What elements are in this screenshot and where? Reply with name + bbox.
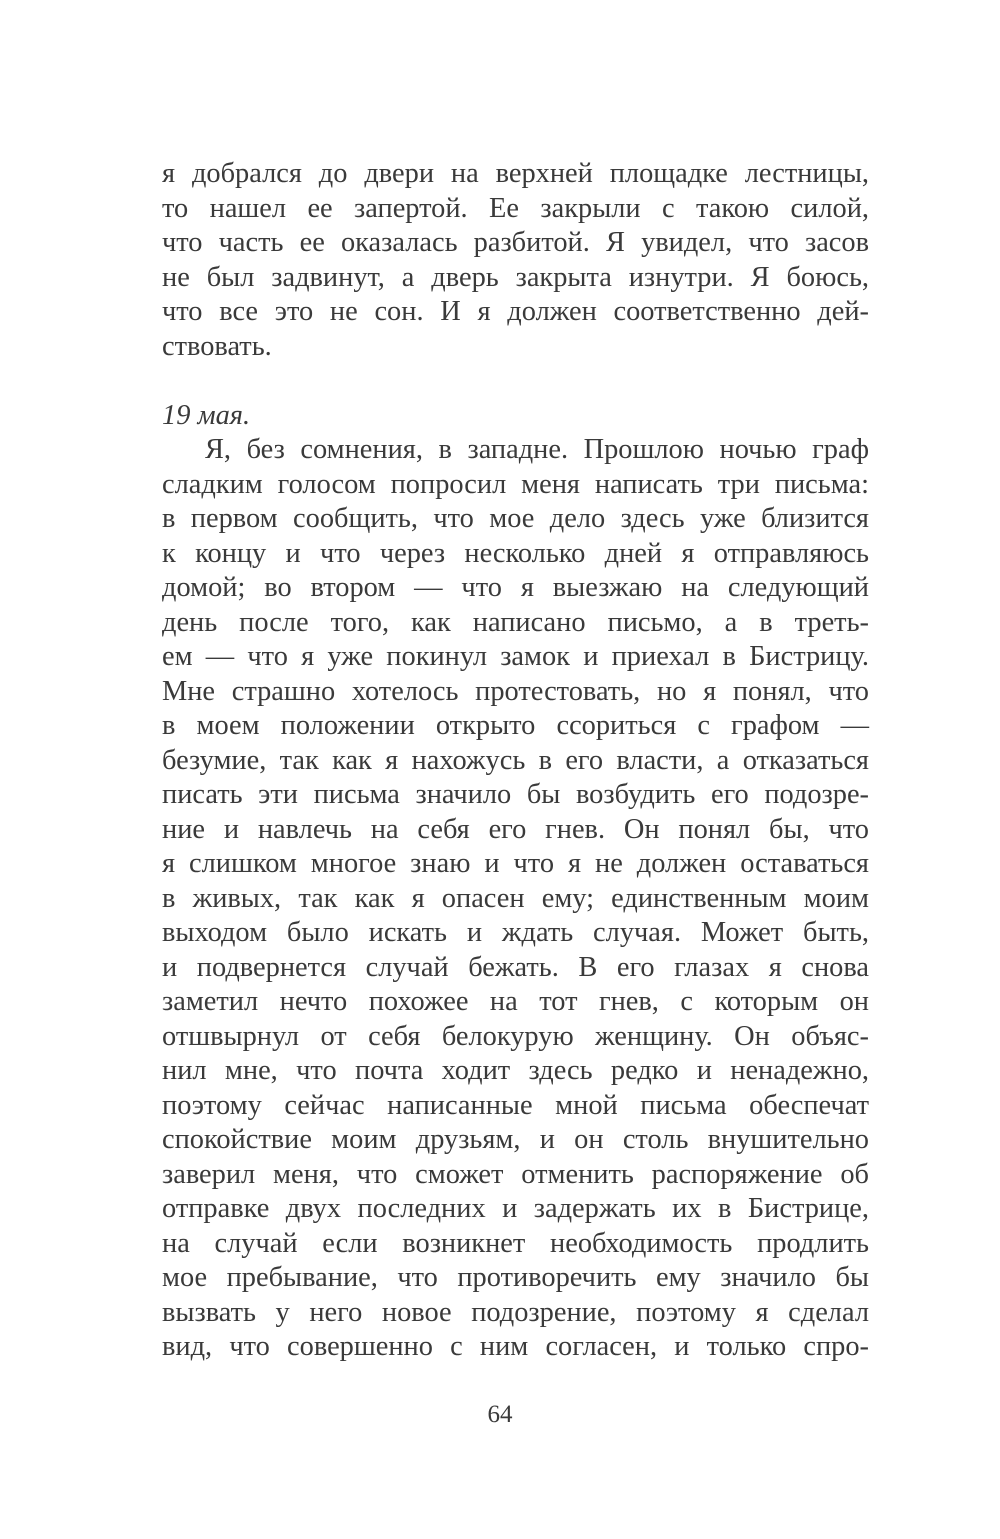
paragraph-line: Я, без сомнения, в западне. Прошлою ночью граф	[205, 434, 869, 465]
paragraph-line: в первом сообщить, что мое дело здесь уже близится	[162, 503, 869, 534]
paragraph-line: отшвырнул от себя белокурую женщину. Он объяс-	[162, 1021, 869, 1052]
paragraph-line: ствовать.	[162, 331, 272, 362]
paragraph-line: нил мне, что почта ходит здесь редко и ненадежно,	[162, 1055, 869, 1086]
paragraph-line: заметил нечто похожее на тот гнев, с которым он	[162, 986, 869, 1017]
paragraph-line: поэтому сейчас написанные мной письма обеспечат	[162, 1090, 869, 1121]
paragraph-line: к концу и что через несколько дней я отправляюсь	[162, 538, 869, 569]
paragraph-line: не был задвинут, а дверь закрыта изнутри. Я боюсь,	[162, 262, 869, 293]
paragraph-line: в моем положении открыто ссориться с графом —	[162, 710, 869, 741]
paragraph-line: Мне страшно хотелось протестовать, но я понял, что	[162, 676, 869, 707]
paragraph-line: ние и навлечь на себя его гнев. Он понял бы, что	[162, 814, 869, 845]
paragraph-line: что часть ее оказалась разбитой. Я увидел, что засов	[162, 227, 869, 258]
paragraph-line: вид, что совершенно с ним согласен, и только спро-	[162, 1331, 869, 1362]
page-number: 64	[487, 1401, 513, 1428]
paragraph-line: безумие, так как я нахожусь в его власти, а отказаться	[162, 745, 869, 776]
paragraph-line: заверил меня, что сможет отменить распоряжение об	[162, 1159, 869, 1190]
paragraph-line: писать эти письма значило бы возбудить его подозре-	[162, 779, 869, 810]
paragraph-line: отправке двух последних и задержать их в Бистрице,	[162, 1193, 869, 1224]
paragraph-line: домой; во втором — что я выезжаю на следующий	[162, 572, 869, 603]
paragraph-line: в живых, так как я опасен ему; единственным моим	[162, 883, 869, 914]
paragraph-line: выходом было искать и ждать случая. Может быть,	[162, 917, 869, 948]
paragraph-line: на случай если возникнет необходимость продлить	[162, 1228, 869, 1259]
paragraph-line: то нашел ее запертой. Ее закрыли с такою силой,	[162, 193, 869, 224]
paragraph-line: день после того, как написано письмо, а в треть-	[162, 607, 869, 638]
paragraph-line: спокойствие моим друзьям, и он столь внушительно	[162, 1124, 869, 1155]
paragraph-line: сладким голосом попросил меня написать три письма:	[162, 469, 869, 500]
paragraph-line: мое пребывание, что противоречить ему значило бы	[162, 1262, 869, 1293]
paragraph-line: и подвернется случай бежать. В его глазах я снова	[162, 952, 869, 983]
paragraph-line: что все это не сон. И я должен соответственно дей-	[162, 296, 869, 327]
paragraph-line: я добрался до двери на верхней площадке лестницы,	[162, 158, 869, 189]
paragraph-line: я слишком многое знаю и что я не должен оставаться	[162, 848, 869, 879]
paragraph-line: вызвать у него новое подозрение, поэтому я сделал	[162, 1297, 869, 1328]
paragraph-line: ем — что я уже покинул замок и приехал в Бистрицу.	[162, 641, 869, 672]
entry-date-heading: 19 мая.	[162, 400, 251, 431]
